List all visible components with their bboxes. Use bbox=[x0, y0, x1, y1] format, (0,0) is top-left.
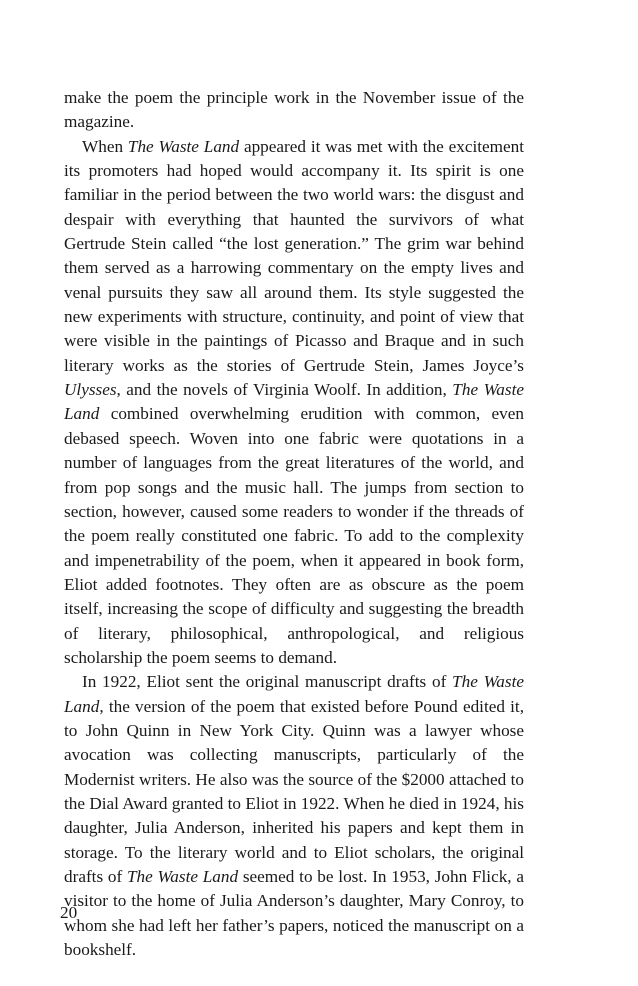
paragraph-3-text-1: In 1922, Eliot sent the original manuscript drafts of bbox=[82, 672, 453, 692]
paragraph-2-text-2: appeared it was met with the excitement its promoters had hoped would accompany it. Its spirit is one familiar in the period between the two world wars: the disgust and despair with everything that haunted the survivors of what Gertrude Stein called “the lost generation.” The grim war behind them served as a harrowing commentary on the empty lives and venal pursuits they saw all around them. Its style suggested the new experiments with structure, continuity, and point of view that were visible in the paintings of Picasso and Braque and in such literary works as the stories of Gertrude Stein, James Joyce’s bbox=[64, 136, 525, 375]
paragraph-3 bbox=[64, 670, 524, 962]
paragraph-2-text-3: , and the novels of Virginia Woolf. In addition, bbox=[116, 380, 453, 400]
paragraph-3-text-2: , the version of the poem that existed before Pound edited it, to John Quinn in New York City. Quinn was a lawyer whose avocation was collecting manuscripts, particularly of the Modernist writers. He also was the source of the $2000 attached to the Dial Award granted to Eliot in 1922. When he died in 1924, his daughter, Julia Anderson, inherited his papers and kept them in storage. To the literary world and to Eliot scholars, the original drafts of bbox=[64, 696, 524, 886]
book-title-ulysses: Ulysses bbox=[64, 380, 117, 400]
book-title-waste-land: The Waste Land bbox=[127, 867, 239, 886]
paragraph-2-text-4: combined overwhelming erudition with common, even debased speech. Woven into one fabric were quotations in a number of languages from the great literatures of the world, and from pop songs and the music hall. The jumps from section to section, however, caused some readers to wonder if the threads of the poem really constituted one fabric. To add to the complexity and impenetrability of the poem, when it appeared in book form, Eliot added footnotes. They often are as obscure as the poem itself, increasing the scope of difficulty and suggesting the breadth of literary, philosophical, anthropological, and religious scholarship the poem seems to demand. bbox=[64, 404, 524, 667]
paragraph-1 bbox=[64, 86, 524, 135]
paragraph-2-text-1: When bbox=[82, 136, 128, 156]
book-title-waste-land: The Waste Land bbox=[64, 380, 524, 424]
paragraph-3-text-3: seemed to be lost. In 1953, John Flick, a visitor to the home of Julia Anderson’s daughter, Mary Conroy, to whom she had left her father’s papers, noticed the manuscript on a bookshelf. bbox=[64, 867, 525, 960]
book-title-waste-land: The Waste Land bbox=[64, 672, 524, 716]
paragraph-1-text: make the poem the principle work in the November issue of the magazine. bbox=[64, 88, 524, 132]
page-number: 20 bbox=[60, 903, 78, 922]
book-title-waste-land: The Waste Land bbox=[127, 136, 240, 156]
page-text bbox=[64, 86, 524, 962]
paragraph-2 bbox=[64, 135, 524, 671]
